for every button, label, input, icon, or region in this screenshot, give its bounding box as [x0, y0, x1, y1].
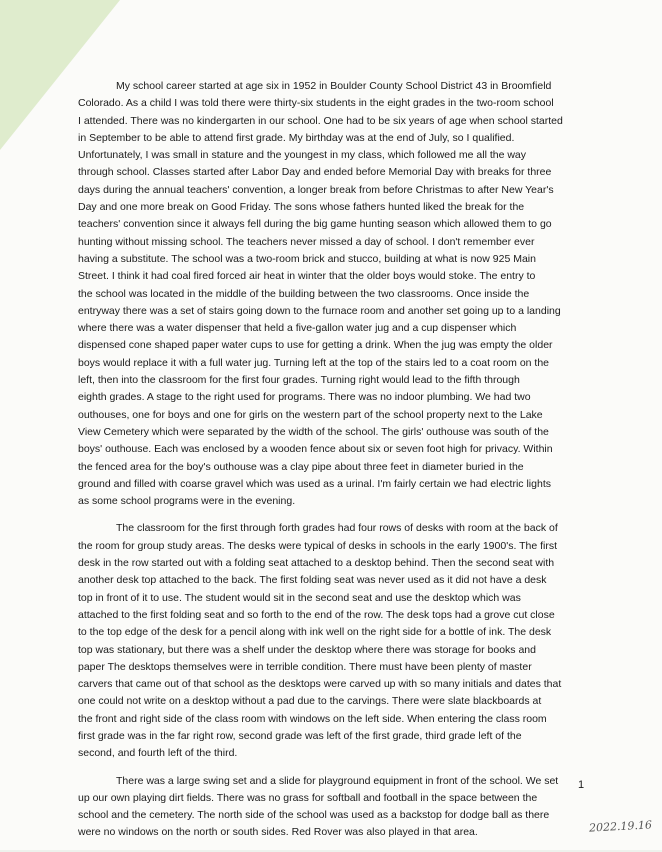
- body-text: [78, 78, 588, 852]
- paragraph-2: The classroom for the first through forth grades had four rows of desks with room at the back of the room for group study areas. The desks were typical of desks in schools in the early 1900's. The first desk in the row started out with a folding seat attached to a desktop behind. Then the second seat with another desk top attached to the back. The first folding seat was never used as it did not have a desk top in front of it to use. The student would sit in the second seat and use the desktop which was attached to the first folding seat and so forth to the end of the row. The desk tops had a grove cut close to the top edge of the desk for a pencil along with ink well on the right side for a bottle of ink. The desk top was stationary, but there was a shelf under the desktop where there was storage for books and paper The desktops themselves were in terrible condition. There must have been plenty of master carvers that came out of that school as the desktops were carved up with so many initials and dates that one could not write on a desktop without a pad due to the carvings. There were slate blackboards at the front and right side of the class room with windows on the left side. When entering the class room first grade was in the far right row, second grade was left of the first grade, third grade left of the second, and fourth left of the third.: [78, 522, 562, 760]
- paragraph-1: My school career started at age six in 1952 in Boulder County School District 43 in Broomfield Colorado. As a child I was told there were thirty-six students in the eight grades in the two-room school I attended. There was no kindergarten in our school. One had to be six years of age when school started in September to be able to attend first grade. My birthday was at the end of July, so I qualified. Unfortunately, I was small in stature and the youngest in my class, which followed me all the way through school. Classes started after Labor Day and ended before Memorial Day with breaks for three days during the annual teachers' convention, a longer break from before Christmas to after New Year's Day and one more break on Good Friday. The sons whose fathers hunted liked the break for the teachers' convention since it always fell during the big game hunting season which allowed them to go hunting without missing school. The teachers never missed a day of school. I don't remember ever having a substitute. The school was a two-room brick and stucco, building at what is now 925 Main Street. I think it had coal fired forced air heat in winter that the older boys would stoke. The entry to the school was located in the middle of the building between the two classrooms. Once inside the entryway there was a set of stairs going down to the furnace room and another set going up to a landing where there was a water dispenser that held a five-gallon water jug and a cup dispenser which dispensed cone shaped paper water cups to use for getting a drink. When the jug was empty the older boys would replace it with a full water jug. Turning left at the top of the stairs led to a coat room on the left, then into the classroom for the first four grades. Turning right would lead to the fifth through eighth grades. A stage to the right used for programs. There was no indoor plumbing. We had two outhouses, one for boys and one for girls on the western part of the school property next to the Lake View Cemetery which were separated by the width of the school. The girls' outhouse was south of the boys' outhouse. Each was enclosed by a wooden fence about six or seven foot high for privacy. Within the fenced area for the boy's outhouse was a clay pipe about three feet in diameter buried in the ground and filled with coarse gravel which was used as a urinal. I'm fairly certain we had electric lights as some school programs were in the evening.: [78, 80, 563, 508]
- handwritten-accession-note: 2022.19.16: [588, 818, 653, 835]
- page-number: 1: [578, 779, 585, 791]
- paragraph-3: There was a large swing set and a slide for playground equipment in front of the school. We set up our own playing dirt fields. There was no grass for softball and football in the space between the school and the cemetery. The north side of the school was used as a backstop for dodge ball as there were no windows on the north or south sides. Red Rover was also played in that area.: [78, 774, 559, 839]
